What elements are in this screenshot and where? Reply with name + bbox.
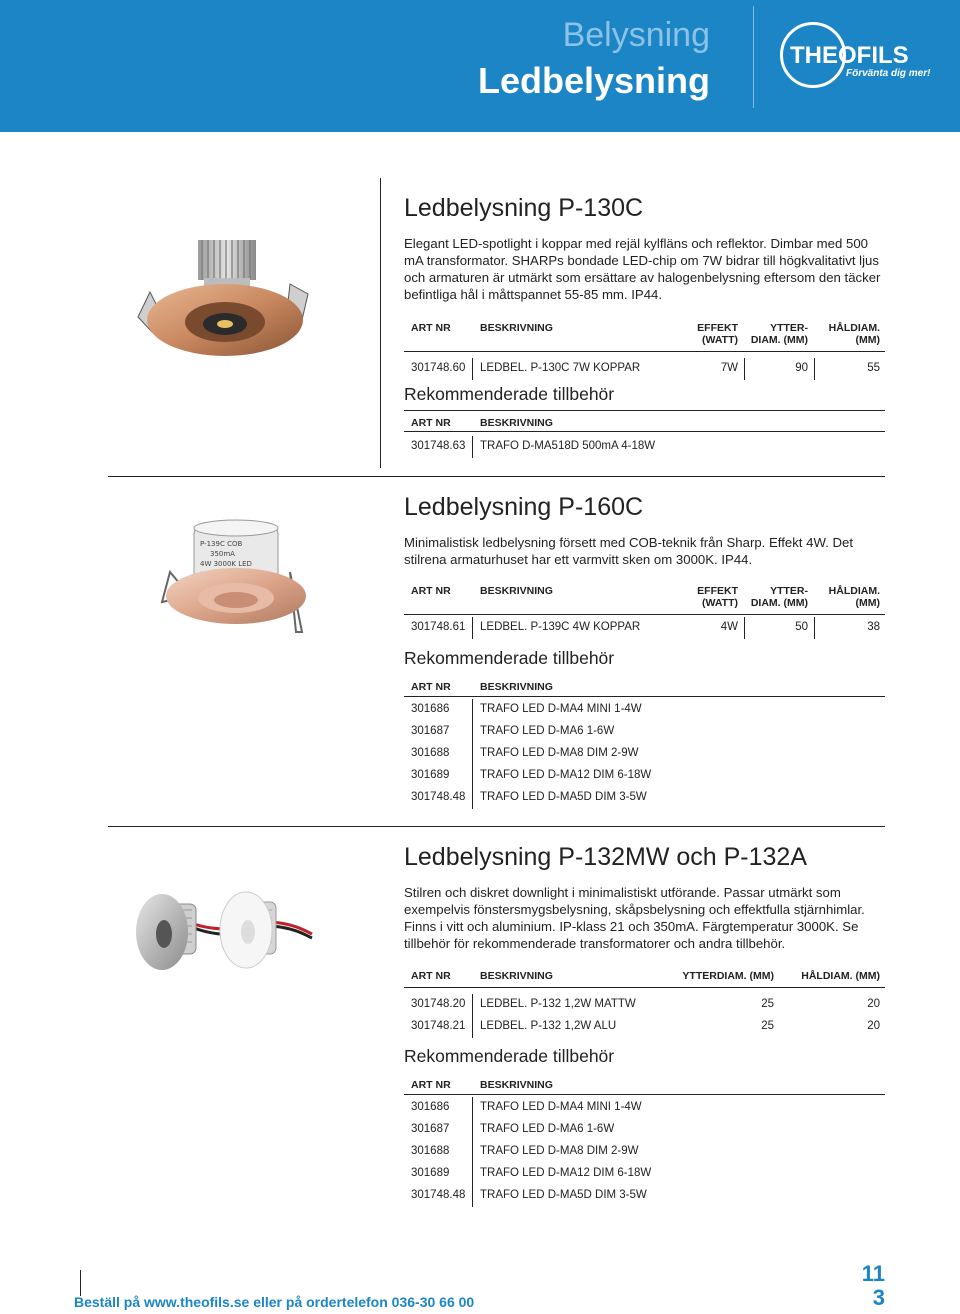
col-hole: HÅLDIAM. (MM) — [828, 585, 880, 609]
table-row — [404, 721, 885, 743]
cell-desc: TRAFO LED D-MA4 MINI 1-4W — [480, 1101, 642, 1113]
cell-desc: LEDBEL. P-130C 7W KOPPAR — [480, 362, 641, 374]
col-outer: YTTER-DIAM. (MM) — [750, 322, 808, 346]
col-art: ART NR — [411, 1079, 451, 1091]
col-separator — [472, 699, 473, 721]
cell-hole: 20 — [867, 1020, 880, 1032]
table-header-row — [404, 581, 885, 615]
cell-hole: 38 — [867, 621, 880, 633]
cell-art: 301686 — [411, 1101, 450, 1113]
product-table-p130c — [404, 318, 885, 380]
table-row — [404, 436, 885, 458]
cell-desc: LEDBEL. P-132 1,2W ALU — [480, 1020, 617, 1032]
section-description: Minimalistisk ledbelysning försett med COB-teknik från Sharp. Effekt 4W. Det stilrena armaturhuset har ett varmvitt sken om 3000K. IP44. — [404, 535, 854, 567]
col-separator — [472, 1016, 473, 1038]
col-outer: YTTER-DIAM. (MM) — [750, 585, 808, 609]
table-row — [404, 358, 885, 380]
cell-desc: TRAFO D-MA518D 500mA 4-18W — [480, 440, 656, 452]
label-line1: P-139C COB — [200, 540, 243, 548]
cell-art: 301748.21 — [411, 1020, 466, 1032]
cell-desc: TRAFO LED D-MA5D DIM 3-5W — [480, 791, 647, 803]
col-art: ART NR — [411, 417, 451, 429]
rec-table-p160c — [404, 675, 885, 809]
section-title: Ledbelysning P-132MW och P-132A — [404, 843, 808, 871]
table-header-row — [404, 966, 885, 988]
table-header-row — [404, 318, 885, 352]
cell-art: 301688 — [411, 1145, 450, 1157]
table-row — [404, 1119, 885, 1141]
order-info[interactable]: Beställ på www.theofils.se eller på ordertelefon 036-30 66 00 — [74, 1294, 475, 1310]
col-art: ART NR — [411, 681, 451, 693]
cell-art: 301748.61 — [411, 621, 466, 633]
page-title: Ledbelysning — [477, 60, 710, 101]
cell-outer: 25 — [761, 1020, 774, 1032]
section-p160c — [404, 492, 886, 568]
product-table-p132 — [404, 966, 885, 1038]
cell-art: 301689 — [411, 1167, 450, 1179]
table-row — [404, 994, 885, 1016]
header-divider — [753, 6, 754, 108]
page-number-top: 11 — [861, 1261, 885, 1286]
col-separator — [472, 436, 473, 458]
col-desc: BESKRIVNING — [480, 322, 553, 334]
cell-art: 301686 — [411, 703, 450, 715]
cell-effect: 4W — [720, 621, 738, 633]
table-row — [404, 1185, 885, 1207]
theofils-logo[interactable] — [780, 22, 930, 88]
table-row — [404, 617, 885, 639]
section-divider — [108, 826, 885, 827]
col-separator — [472, 743, 473, 765]
table-row — [404, 765, 885, 787]
col-desc: BESKRIVNING — [480, 681, 553, 693]
col-desc: BESKRIVNING — [480, 970, 553, 982]
col-separator — [472, 1119, 473, 1141]
cell-desc: TRAFO LED D-MA5D DIM 3-5W — [480, 1189, 647, 1201]
section-description: Stilren och diskret downlight i minimalistiskt utförande. Passar utmärkt som exempelvis fönstersmygsbelysning, skåpsbelysning och effektfulla stjärnhimlar. Finns i vitt och aluminium. IP-klass 21 och 350mA. Färgtemperatur 3000K. Se tillbehör för rekommenderade transformatorer och andra tillbehör. — [404, 885, 865, 951]
table-header-row — [404, 410, 885, 432]
cell-desc: TRAFO LED D-MA6 1-6W — [480, 1123, 615, 1135]
cell-outer: 50 — [795, 621, 808, 633]
cell-art: 301688 — [411, 747, 450, 759]
cell-desc: TRAFO LED D-MA8 DIM 2-9W — [480, 1145, 639, 1157]
cell-art: 301748.60 — [411, 362, 466, 374]
cell-art: 301748.48 — [411, 1189, 466, 1201]
cell-outer: 90 — [795, 362, 808, 374]
cell-art: 301689 — [411, 769, 450, 781]
footer-vline — [80, 1270, 81, 1296]
page-header — [0, 0, 960, 132]
cell-art: 301748.63 — [411, 440, 466, 452]
table-row — [404, 1141, 885, 1163]
table-row — [404, 1097, 885, 1119]
rec-title: Rekommenderade tillbehör — [404, 1046, 615, 1066]
col-effect: EFFEKT (WATT) — [697, 585, 738, 609]
table-row — [404, 787, 885, 809]
cell-effect: 7W — [720, 362, 738, 374]
col-art: ART NR — [411, 970, 451, 982]
section-vrule — [380, 178, 381, 468]
category-title: Belysning — [562, 16, 710, 54]
label-line2: 350mA — [210, 550, 235, 558]
col-separator — [472, 1141, 473, 1163]
cell-desc: TRAFO LED D-MA6 1-6W — [480, 725, 615, 737]
col-separator — [472, 358, 473, 380]
col-separator — [472, 1185, 473, 1207]
section-divider — [108, 476, 885, 477]
cell-art: 301687 — [411, 1123, 450, 1135]
cell-desc: TRAFO LED D-MA12 DIM 6-18W — [480, 1167, 652, 1179]
table-row — [404, 1016, 885, 1038]
logo-slogan: Förvänta dig mer! — [846, 68, 931, 79]
product-image-p132 — [134, 884, 314, 984]
col-separator — [472, 617, 473, 639]
section-title: Ledbelysning P-160C — [404, 493, 644, 521]
col-desc: BESKRIVNING — [480, 1079, 553, 1091]
product-image-p160c — [150, 512, 320, 640]
section-p130c — [404, 193, 886, 303]
cell-desc: LEDBEL. P-132 1,2W MATTW — [480, 998, 636, 1010]
product-table-p160c — [404, 581, 885, 639]
rec-title: Rekommenderade tillbehör — [404, 384, 615, 404]
cell-art: 301748.48 — [411, 791, 466, 803]
col-separator — [472, 1097, 473, 1119]
col-hole: HÅLDIAM. (MM) — [828, 322, 880, 346]
col-desc: BESKRIVNING — [480, 417, 553, 429]
cell-outer: 25 — [761, 998, 774, 1010]
col-art: ART NR — [411, 585, 451, 597]
page-number — [855, 1262, 885, 1310]
label-line3: 4W 3000K LED — [200, 560, 252, 568]
cell-hole: 20 — [867, 998, 880, 1010]
section-title: Ledbelysning P-130C — [404, 194, 644, 222]
col-desc: BESKRIVNING — [480, 585, 553, 597]
col-separator — [472, 721, 473, 743]
logo-brand: THEOFILS — [790, 42, 909, 69]
col-effect: EFFEKT (WATT) — [697, 322, 738, 346]
rec-table-p132 — [404, 1073, 885, 1207]
rec-title: Rekommenderade tillbehör — [404, 648, 615, 668]
col-separator — [472, 787, 473, 809]
table-row — [404, 699, 885, 721]
table-row — [404, 743, 885, 765]
cell-hole: 55 — [867, 362, 880, 374]
table-header-row — [404, 675, 885, 697]
col-separator — [472, 1163, 473, 1185]
col-separator — [472, 994, 473, 1016]
page-number-bottom: 3 — [872, 1285, 885, 1310]
cell-art: 301687 — [411, 725, 450, 737]
col-outer: YTTERDIAM. (MM) — [682, 970, 774, 982]
cell-desc: TRAFO LED D-MA8 DIM 2-9W — [480, 747, 639, 759]
col-art: ART NR — [411, 322, 451, 334]
col-hole: HÅLDIAM. (MM) — [801, 970, 880, 982]
cell-art: 301748.20 — [411, 998, 466, 1010]
section-description: Elegant LED-spotlight i koppar med rejäl kylfläns och reflektor. Dimbar med 500 mA transformator. SHARPs bondade LED-chip om 7W bidrar till högkvalitativt ljus och armaturen är utmärkt som ersättare av halogenbelysning eftersom den täcker befintliga hål i måttspannet 55-85 mm. IP44. — [404, 236, 881, 302]
rec-table-p130c — [404, 410, 885, 458]
table-header-row — [404, 1073, 885, 1095]
cell-desc: TRAFO LED D-MA12 DIM 6-18W — [480, 769, 652, 781]
section-p132 — [404, 842, 886, 952]
col-separator — [472, 765, 473, 787]
product-image-p130c — [120, 232, 330, 362]
table-row — [404, 1163, 885, 1185]
cell-desc: TRAFO LED D-MA4 MINI 1-4W — [480, 703, 642, 715]
cell-desc: LEDBEL. P-139C 4W KOPPAR — [480, 621, 641, 633]
